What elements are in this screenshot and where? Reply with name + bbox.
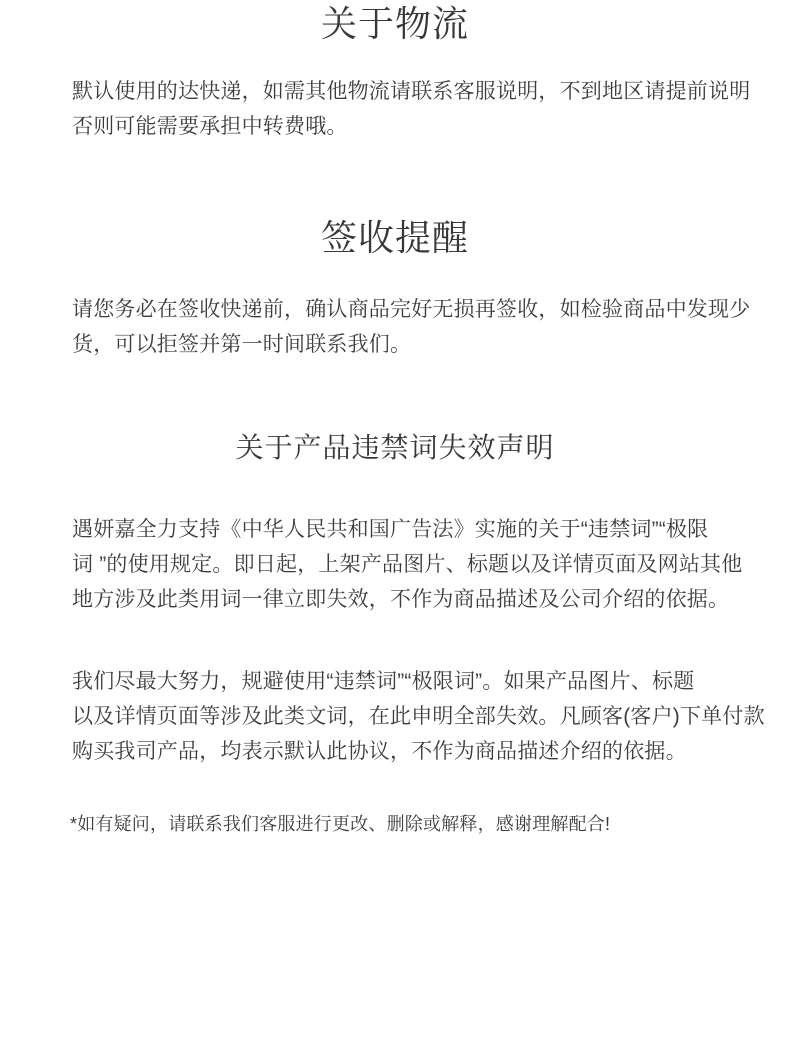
section-logistics: [0, 2, 790, 144]
sign-reminder-title: 签收提醒: [320, 217, 469, 258]
product-notice-page: [0, 2, 790, 1050]
text-line: 购买我司产品，均表示默认此协议，不作为商品描述介绍的依据。: [72, 740, 687, 763]
text-line: 地方涉及此类用词一律立即失效，不作为商品描述及公司介绍的依据。: [72, 588, 730, 611]
text-line: 默认使用的达快递，如需其他物流请联系客服说明，不到地区请提前说明: [72, 80, 751, 103]
disclaimer-paragraph-1: [0, 512, 790, 617]
text-line: 遇妍嘉全力支持《中华人民共和国广告法》实施的关于“违禁词”“极限: [72, 518, 709, 541]
text-line: 以及详情页面等涉及此类文词，在此申明全部失效。凡顾客(客户)下单付款: [72, 705, 765, 728]
text-line: 否则可能需要承担中转费哦。: [72, 115, 348, 138]
text-line: 词 ”的使用规定。即日起，上架产品图片、标题以及详情页面及网站其他: [72, 553, 743, 576]
logistics-paragraph: [0, 74, 790, 144]
text-line: 请您务必在签收快递前，确认商品完好无损再签收，如检验商品中发现少: [72, 298, 751, 321]
section-banned-words-disclaimer: [0, 430, 790, 837]
disclaimer-paragraph-2: [0, 664, 790, 769]
logistics-title: 关于物流: [320, 3, 469, 44]
text-line: 货，可以拒签并第一时间联系我们。: [72, 333, 412, 356]
sign-reminder-paragraph: [0, 292, 790, 362]
text-line: 我们尽最大努力，规避使用“违禁词”“极限词”。如果产品图片、标题: [72, 670, 695, 693]
section-sign-reminder: [0, 216, 790, 362]
disclaimer-footnote: *如有疑问，请联系我们客服进行更改、删除或解释，感谢理解配合!: [70, 814, 611, 834]
disclaimer-title: 关于产品违禁词失效声明: [235, 432, 555, 463]
